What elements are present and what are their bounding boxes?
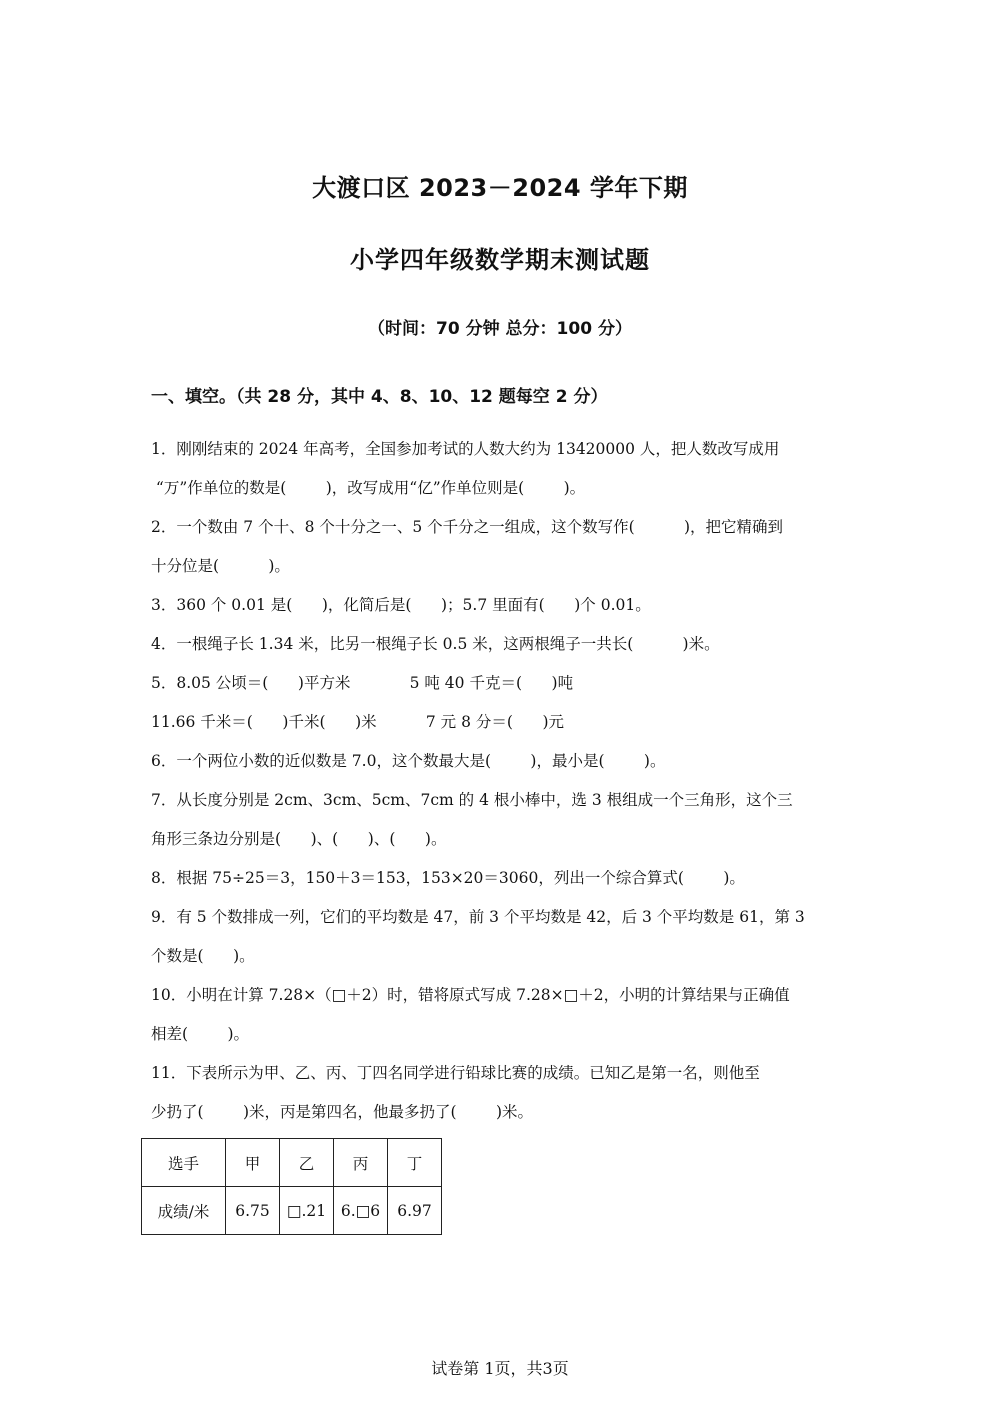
table-header-cell: 甲 [226,1139,280,1187]
exam-subtitle: （时间：70 分钟 总分：100 分） [368,319,632,339]
question-line: 个数是( )。 [151,947,255,965]
question-line: 角形三条边分别是( )、( )、( )。 [151,830,447,848]
table-cell: □.21 [280,1187,334,1235]
table-cell: 6.97 [388,1187,442,1235]
exam-title-line1: 大渡口区 2023－2024 学年下期 [312,174,688,202]
page-footer: 试卷第 1页，共3页 [431,1359,569,1378]
table-cell: 6.75 [226,1187,280,1235]
question-line: 10．小明在计算 7.28×（□＋2）时，错将原式写成 7.28×□＋2，小明的计算结果与正确值 [151,986,790,1004]
table-cell: 6.□6 [334,1187,388,1235]
question-line: “万”作单位的数是( )，改写成用“亿”作单位则是( )。 [151,479,586,497]
table-header-cell: 选手 [142,1139,226,1187]
question-line: 2．一个数由 7 个十、8 个十分之一、5 个千分之一组成，这个数写作( )，把它精确到 [151,518,784,536]
question-line: 9．有 5 个数排成一列，它们的平均数是 47，前 3 个平均数是 42，后 3 个平均数是 61，第 3 [151,908,805,926]
question-line: 1．刚刚结束的 2024 年高考，全国参加考试的人数大约为 13420000 人，把人数改写成用 [151,440,780,458]
table-header-cell: 乙 [280,1139,334,1187]
score-table [141,1138,442,1235]
question-line: 少扔了( )米，丙是第四名，他最多扔了( )米。 [151,1103,534,1121]
table-header-cell: 丙 [334,1139,388,1187]
question-line: 11．下表所示为甲、乙、丙、丁四名同学进行铅球比赛的成绩。已知乙是第一名，则他至 [151,1064,760,1082]
table-cell: 成绩/米 [142,1187,226,1235]
table-header-cell: 丁 [388,1139,442,1187]
table-row [142,1187,442,1235]
question-line: 相差( )。 [151,1025,250,1043]
question-line: 7．从长度分别是 2cm、3cm、5cm、7cm 的 4 根小棒中，选 3 根组成一个三角形，这个三 [151,791,793,809]
exam-title-line2: 小学四年级数学期末测试题 [350,246,650,274]
table-header-row [142,1139,442,1187]
question-line: 十分位是( )。 [151,557,290,575]
question-line: 3．360 个 0.01 是( )，化简后是( )；5.7 里面有( )个 0.01。 [151,596,651,614]
question-line: 5．8.05 公顷＝( )平方米 5 吨 40 千克＝( )吨 [151,674,574,692]
question-line: 8．根据 75÷25＝3，150＋3＝153，153×20＝3060，列出一个综合算式( )。 [151,869,745,887]
question-line: 4．一根绳子长 1.34 米，比另一根绳子长 0.5 米，这两根绳子一共长( )米。 [151,635,720,653]
section-heading: 一、填空。（共 28 分，其中 4、8、10、12 题每空 2 分） [151,387,608,407]
question-line: 6．一个两位小数的近似数是 7.0，这个数最大是( )，最小是( )。 [151,752,666,770]
question-line: 11.66 千米＝( )千米( )米 7 元 8 分＝( )元 [151,713,565,731]
